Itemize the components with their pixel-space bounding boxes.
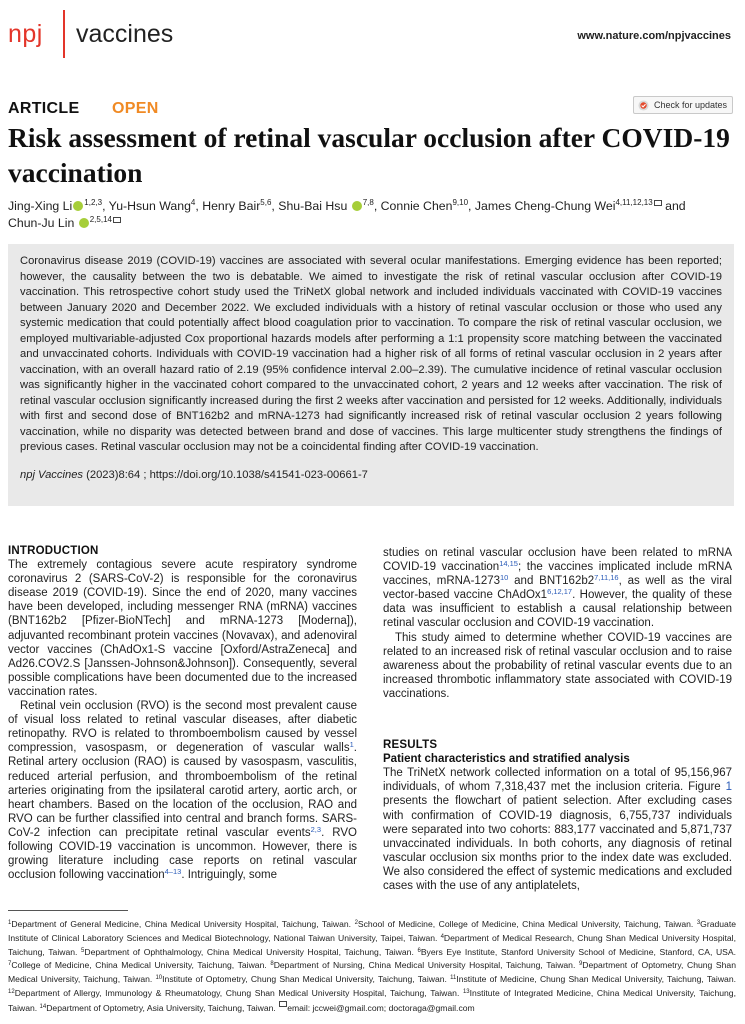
affiliation: Department of Medical Research, Chung Shan Medical University Hospital, Taichung, Taiwan. bbox=[8, 932, 736, 957]
journal-url[interactable]: www.nature.com/npjvaccines bbox=[577, 30, 731, 42]
text-run: . RVO following COVID-19 vaccination is uncommon. However, there is growing literature including case reports on retinal vascular occlusion following vaccination bbox=[8, 826, 358, 882]
affiliation-ref[interactable]: 7,8 bbox=[362, 198, 374, 207]
text-run: . However, the quality of these data was insufficient to establish a causal relationship between retinal vascular occlusion and COVID-19 vaccination. bbox=[383, 589, 733, 630]
check-for-updates-button[interactable] bbox=[633, 96, 733, 114]
journal-name[interactable]: vaccines bbox=[76, 20, 174, 48]
text-run: . Retinal artery occlusion (RAO) is caused by vasospasm, vasculitis, reduced arterial perfusion, and thromboembolism of the retinal arteries originating from the ipsilateral carotid artery, aortic arch, or heart chambers. Based on the location of the occlusion, RAO and RVO can be further classified into central and branch forms. SARS-CoV-2 infection can precipitate retinal vascular events bbox=[8, 742, 357, 839]
affiliation: Department of Ophthalmology, China Medical University Hospital, Taichung, Taiwan. bbox=[84, 946, 418, 957]
correspondence-email[interactable]: email: jccwei@gmail.com; doctoraga@gmail.com bbox=[287, 1002, 475, 1013]
citation-journal: npj Vaccines bbox=[20, 468, 84, 481]
text-run: The TriNetX network collected information on a total of 95,156,967 individuals, of whom 7,318,437 met the inclusion criteria. Figure bbox=[383, 767, 732, 794]
author-list bbox=[8, 198, 736, 232]
orcid-icon[interactable] bbox=[352, 201, 362, 211]
abstract-box bbox=[8, 244, 734, 506]
text-run: , as well as the viral vector-based vaccine ChAdOx1 bbox=[383, 575, 732, 602]
reference-link[interactable]: 2,3 bbox=[310, 824, 322, 834]
figure-link[interactable]: 1 bbox=[725, 781, 732, 794]
text-run: Retinal vein occlusion (RVO) is the second most prevalent cause of visual loss related to retinal vascular diseases, after diabetic retinopathy. RVO is related to thromboembolism caused by vessel compression, vasospasm, or degeneration of vascular walls bbox=[8, 700, 357, 755]
left-column bbox=[8, 544, 357, 882]
open-access-badge: OPEN bbox=[112, 100, 159, 117]
author-conjunction: and bbox=[661, 199, 686, 213]
affiliation-ref[interactable]: 4 bbox=[190, 198, 196, 207]
citation-doi[interactable]: (2023)8:64 ; https://doi.org/10.1038/s41541-023-00661-7 bbox=[83, 468, 368, 481]
author-name[interactable]: , Yu-Hsun Wang bbox=[102, 199, 191, 213]
header-divider bbox=[63, 10, 65, 58]
reference-link[interactable]: 14,15 bbox=[499, 559, 518, 569]
results-heading: RESULTS bbox=[383, 739, 438, 752]
affiliation: Byers Eye Institute, Stanford University School of Medicine, Stanford, CA, USA. bbox=[420, 946, 737, 957]
orcid-icon[interactable] bbox=[73, 201, 83, 211]
text-run: presents the flowchart of patient selection. After excluding cases with confirmation of COVID-19 diagnosis, 6,755,737 individuals were separated into two cohorts: 883,177 vaccinated and 5,871,737 unvaccinated individuals. In both cohorts, any diagnosis of retinal vascular occlusion six months prior to the index date was excluded. We also considered the effect of systemic medications and excluded cases with the use of any antiplatelets, bbox=[383, 795, 732, 892]
orcid-icon[interactable] bbox=[79, 218, 89, 228]
affiliation: Graduate Institute of Clinical Laboratory Sciences and Medical Biotechnology, National Taiwan University, Taipei, Taiwan. bbox=[8, 919, 737, 943]
body-paragraph bbox=[383, 546, 732, 631]
affiliation-ref[interactable]: 2,5,14 bbox=[89, 215, 112, 224]
author-name[interactable]: , Connie Chen bbox=[373, 199, 453, 213]
journal-logo[interactable]: npj bbox=[8, 20, 43, 48]
author-name[interactable]: Jing-Xing Li bbox=[8, 199, 73, 213]
intro-paragraph: The extremely contagious severe acute respiratory syndrome coronavirus 2 (SARS-CoV-2) is responsible for the coronavirus disease 2019 (COVID-19). Since the end of 2020, many vaccines have been developed, including messenger RNA (mRNA) vaccines (BNT162b2 [Pfizer-BioNTech] and mRNA-1273 [Moderna]), adjuvanted recombinant protein vaccines (Novavax), and adenoviral vector vaccines (ChAdOx1-S vaccine [Oxford/AstraZeneca] and Ad26.COV2.S [Janssen-Johnson&Johnson]). Consequently, several possible complications have been documented due to the increased vaccination rates. bbox=[8, 559, 357, 698]
article-type: ARTICLE bbox=[8, 100, 80, 117]
email-icon[interactable] bbox=[113, 217, 121, 223]
email-icon bbox=[279, 1001, 287, 1007]
affiliation-ref[interactable]: 9,10 bbox=[452, 198, 469, 207]
text-run: and BNT162b2 bbox=[508, 575, 595, 588]
affiliation: Institute of Medicine, Chung Shan Medical University, Taichung, Taiwan. bbox=[456, 974, 736, 985]
reference-link[interactable]: 7,11,16 bbox=[594, 573, 619, 583]
text-run: studies on retinal vascular occlusion have been related to mRNA COVID-19 vaccination bbox=[383, 547, 732, 574]
affiliation: Institute of Optometry, Chung Shan Medical University, Taichung, Taiwan. bbox=[162, 974, 451, 985]
citation-line bbox=[20, 469, 722, 481]
reference-link[interactable]: 6,12,17 bbox=[547, 587, 573, 597]
affiliations-footnote: $^1$Department of General Medicine, China Medical University Hospital, Taichung, Taiwan. $^2$School of Medicine, College of Medicine, China Medical University, Taichung, Taiwan. $^3$Graduate Institute of Clinical Laboratory Sciences and Medical Biotechnology, National Taiwan University, Taipei, Taiwan. $^4$Department of Medical Research, Chung Shan Medical University Hospital, Taichung, Taiwan. $^5$Department of Ophthalmology, China Medical University Hospital, Taichung, Taiwan. $^6$Byers Eye Institute, Stanford University School of Medicine, Stanford, CA, USA. $^7$College of Medicine, China Medical University, Taichung, Taiwan. $^8$Department of Nursing, China Medical University Hospital, Taichung, Taiwan. $^9$Department of Optometry, Chung Shan Medical University, Taichung, Taiwan. $^{10}$Institute of Optometry, Chung Shan Medical University, Taichung, Taiwan. $^{11}$Institute of Medicine, Chung Shan Medical University, Taichung, Taiwan. $^{12}$Department of Allergy, Immunology & Rheumatology, Chung Shan Medical University Hospital, Taichung, Taiwan. $^{13}$Institute of Integrated Medicine, China Medical University, Taichung, Taiwan. $^{14}$Department of Optometry, Asia University, Taichung, Taiwan. email: jccwei@gmail.com; doctoraga@gmail.com bbox=[8, 919, 737, 1013]
body-paragraph bbox=[383, 766, 732, 893]
affiliation: Department of General Medicine, China Medical University Hospital, Taichung, Taiwan. bbox=[11, 919, 355, 929]
affiliation: School of Medicine, College of Medicine, China Medical University, Taichung, Taiwan. bbox=[357, 919, 697, 929]
author-name[interactable]: Chun-Ju Lin bbox=[8, 216, 75, 230]
reference-link[interactable]: 1 bbox=[349, 740, 354, 750]
affiliation: Department of Nursing, China Medical University Hospital, Taichung, Taiwan. bbox=[273, 960, 579, 971]
affiliation: Department of Allergy, Immunology & Rheumatology, Chung Shan Medical University Hospital, Taichung, Taiwan. bbox=[14, 987, 463, 998]
intro-paragraph bbox=[8, 699, 357, 882]
text-run: . Intriguingly, some bbox=[181, 869, 277, 882]
results-subheading: Patient characteristics and stratified analysis bbox=[383, 753, 630, 766]
author-name[interactable]: , James Cheng-Chung Wei bbox=[468, 199, 616, 213]
affiliation: Institute of Integrated Medicine, China Medical University, Taichung, Taiwan. bbox=[8, 987, 736, 1013]
body-paragraph: This study aimed to determine whether COVID-19 vaccines are related to an increased risk of retinal vascular occlusion and to raise awareness about the probability of retinal vascular events due to an increased thrombotic inflammatory state associated with COVID-19 vaccinations. bbox=[383, 631, 732, 700]
affiliation-ref[interactable]: 1,2,3 bbox=[84, 198, 103, 207]
reference-link[interactable]: 4–13 bbox=[164, 867, 182, 877]
reference-link[interactable]: 10 bbox=[500, 573, 509, 583]
author-name[interactable]: , Shu-Bai Hsu bbox=[271, 199, 348, 213]
abstract-text: Coronavirus disease 2019 (COVID-19) vaccines are associated with several ocular manifestations. Emerging evidence has been reported; however, the causality between the two is debatable. We aimed to investigate the risk of retinal vascular occlusion after COVID-19 vaccination. This retrospective cohort study used the TriNetX global network and included individuals vaccinated with COVID-19 vaccines between January 2020 and December 2022. We excluded individuals with a history of retinal vascular occlusion or those who used any systemic medication that could potentially affect blood coagulation prior to vaccination. To compare the risk of retinal vascular occlusion, we employed multivariable-adjusted Cox proportional hazards models after performing a 1:1 propensity score matching between the vaccinated and unvaccinated cohorts. Individuals with COVID-19 vaccination had a higher risk of all forms of retinal vascular occlusion in 2 years after vaccination, with an overall hazard ratio of 2.19 (95% confidence interval 2.00–2.39). The cumulative incidence of retinal vascular occlusion was significantly higher in the vaccinated cohort compared to the unvaccinated cohort, 2 years and 12 weeks after vaccination. The risk of retinal vascular occlusion significantly increased during the first 2 weeks after vaccination and persisted for 12 weeks. Additionally, individuals with first and second dose of BNT162b2 and mRNA-1273 had significantly increased risk of retinal vascular occlusion 2 years following vaccination, while no disparity was detected between brand and dose of vaccines. This large multicenter study strengthens the findings of previous cases. Retinal vascular occlusion may not be a coincidental finding after COVID-19 vaccination. bbox=[20, 255, 722, 453]
affiliation: College of Medicine, China Medical University, Taichung, Taiwan. bbox=[11, 960, 271, 971]
affiliation-ref[interactable]: 4,11,12,13 bbox=[615, 198, 653, 207]
affiliation-ref[interactable]: 5,6 bbox=[260, 198, 272, 207]
check-updates-label: Check for updates bbox=[654, 100, 728, 110]
check-updates-icon bbox=[638, 100, 649, 111]
email-icon[interactable] bbox=[654, 200, 662, 206]
affiliation: Department of Optometry, Chung Shan Medical University, Taichung, Taiwan. bbox=[8, 960, 736, 985]
author-name[interactable]: , Henry Bair bbox=[195, 199, 261, 213]
article-title: Risk assessment of retinal vascular occlusion after COVID-19 vaccination bbox=[8, 122, 730, 188]
intro-heading: INTRODUCTION bbox=[8, 545, 99, 557]
affiliation: Department of Optometry, Asia University, Taichung, Taiwan. bbox=[46, 1002, 279, 1013]
footnote-divider bbox=[8, 910, 128, 911]
text-run: ; the vaccines implicated include mRNA vaccines, mRNA-1273 bbox=[383, 561, 732, 588]
right-column bbox=[383, 546, 732, 893]
